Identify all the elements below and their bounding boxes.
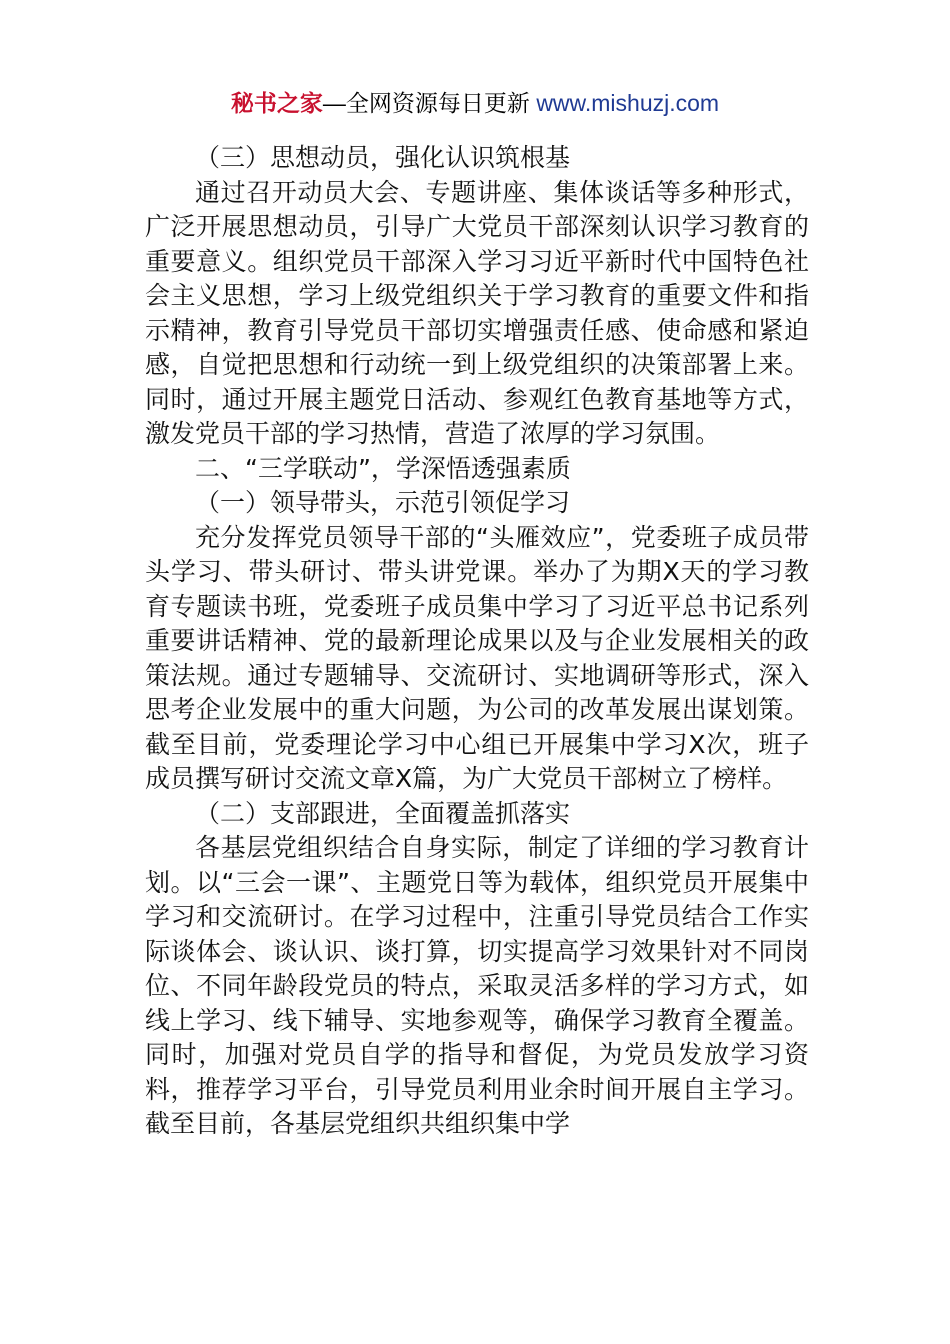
brand-name: 秘书之家 (230, 90, 323, 116)
page-header (0, 88, 950, 118)
body-paragraph: 通过召开动员大会、专题讲座、集体谈话等多种形式，广泛开展思想动员，引导广大党员干部深刻认识学习教育的重要意义。组织党员干部深入学习习近平新时代中国特色社会主义思想，学习上级党组织关于学习教育的重要文件和指示精神，教育引导党员干部切实增强责任感、使命感和紧迫感，自觉把思想和行动统一到上级党组织的决策部署上来。同时，通过开展主题党日活动、参观红色教育基地等方式，激发党员干部的学习热情，营造了浓厚的学习氛围。 (145, 177, 809, 448)
website-link[interactable]: www.mishuzj.com (536, 90, 720, 116)
header-slogan: —全网资源每日更新 (322, 90, 530, 116)
section-heading: 二、“三学联动”，学深悟透强素质 (195, 453, 571, 483)
section-heading: （二）支部跟进，全面覆盖抓落实 (195, 798, 571, 828)
body-paragraph: 充分发挥党员领导干部的“头雁效应”，党委班子成员带头学习、带头研讨、带头讲党课。举办了为期X天的学习教育专题读书班，党委班子成员集中学习了习近平总书记系列重要讲话精神、党的最新理论成果以及与企业发展相关的政策法规。通过专题辅导、交流研讨、实地调研等形式，深入思考企业发展中的重大问题，为公司的改革发展出谋划策。截至目前，党委理论学习中心组已开展集中学习X次，班子成员撰写研讨交流文章X篇，为广大党员干部树立了榜样。 (145, 522, 809, 793)
section-heading: （三）思想动员，强化认识筑根基 (195, 143, 571, 172)
body-paragraph: 各基层党组织结合自身实际，制定了详细的学习教育计划。以“三会一课”、主题党日等为载体，组织党员开展集中学习和交流研讨。在学习过程中，注重引导党员结合工作实际谈体会、谈认识、谈打算，切实提高学习效果针对不同岗位、不同年龄段党员的特点，采取灵活多样的学习方式，如线上学习、线下辅导、实地参观等，确保学习教育全覆盖。同时，加强对党员自学的指导和督促，为党员发放学习资料，推荐学习平台，引导党员利用业余时间开展自主学习。截至目前，各基层党组织共组织集中学 (145, 833, 809, 1138)
section-heading: （一）领导带头，示范引领促学习 (195, 488, 571, 517)
document-body (145, 141, 809, 1142)
